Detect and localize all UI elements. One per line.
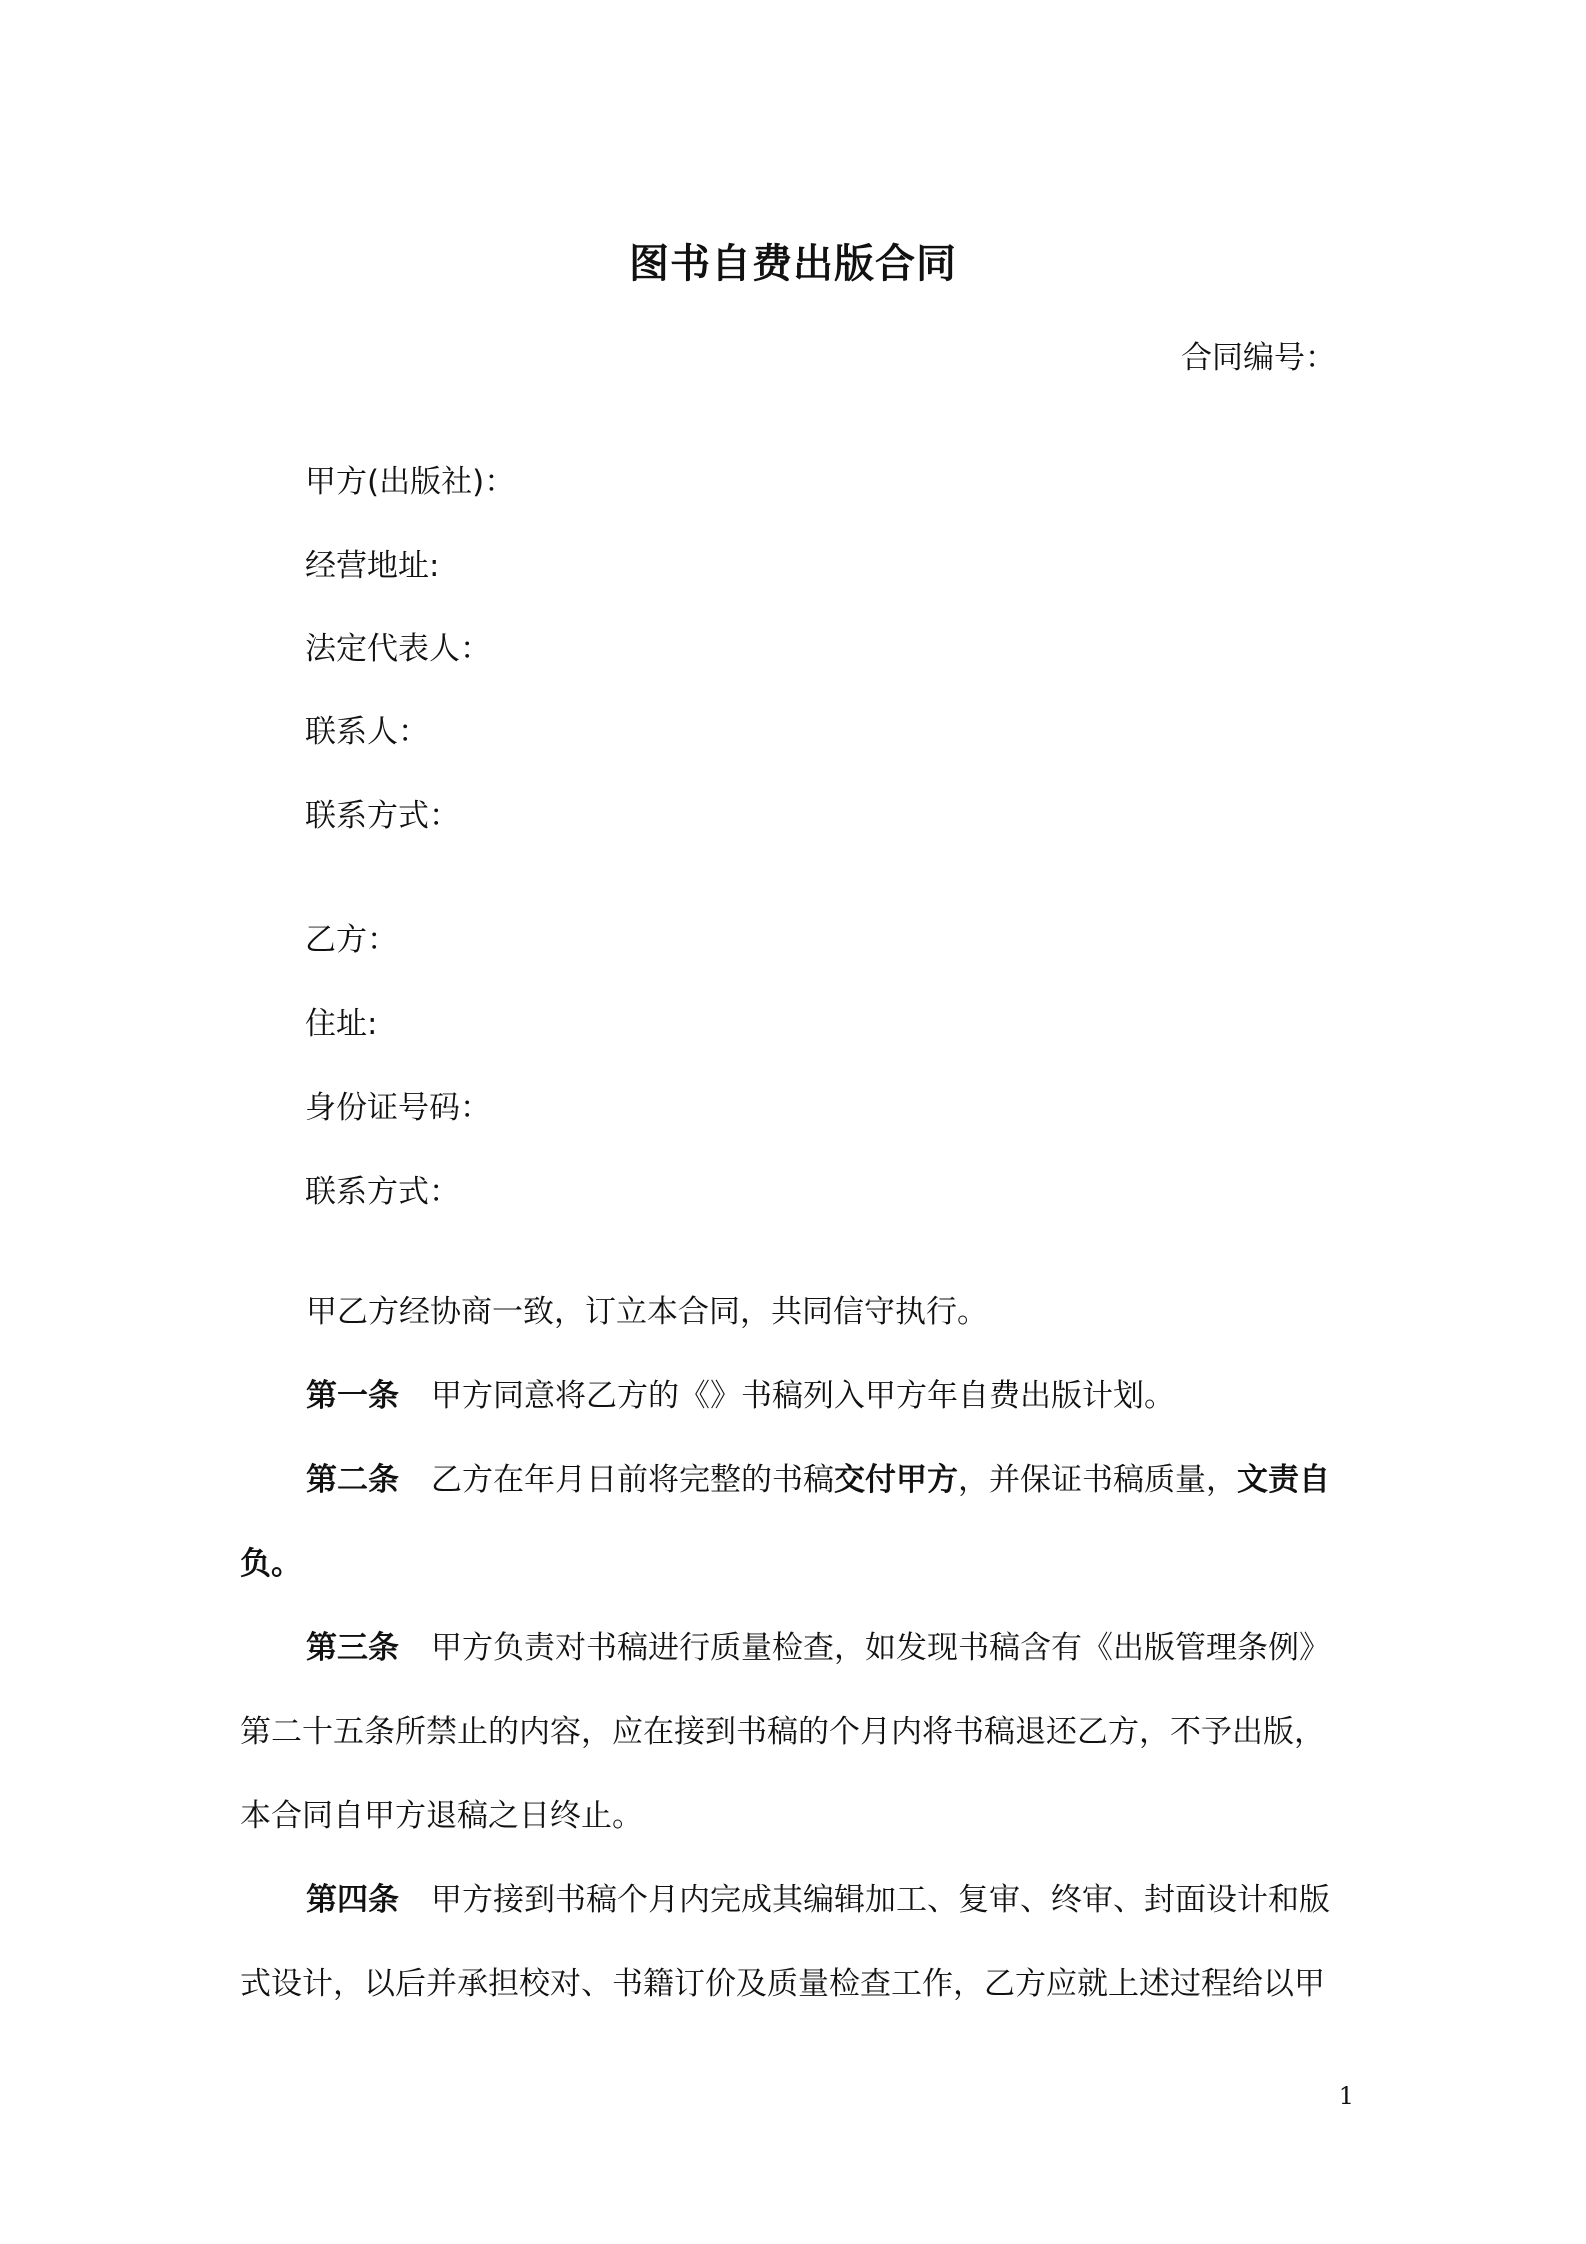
party-a-name-label: 甲方(出版社)： [305,464,516,500]
article-2-text-1: 乙方在年月日前将完整的书稿 [431,1462,834,1498]
article-4-label: 第四条 [306,1882,399,1918]
party-a-legal-rep-label: 法定代表人： [305,631,491,667]
article-1-text: 甲方同意将乙方的《》书稿列入甲方年自费出版计划。 [431,1378,1175,1414]
article-4-text: 甲方接到书稿个月内完成其编辑加工、复审、终审、封面设计和版式设计，以后并承担校对、书籍订价及质量检查工作，乙方应就上述过程给以甲 [240,1882,1330,2002]
party-b-contact-label: 联系方式： [305,1174,460,1210]
article-4 [240,1858,1355,2026]
contract-number-label: 合同编号： [1181,340,1336,376]
article-2 [240,1438,1355,1606]
article-2-bold-1: 交付甲方 [834,1462,958,1498]
party-b-address-label: 住址: [305,1006,378,1042]
article-1 [240,1354,1355,1438]
party-b-id-label: 身份证号码： [305,1090,491,1126]
article-3 [240,1606,1355,1858]
party-a-contact-label: 联系方式： [305,798,460,834]
article-2-bold-2: 文责自负。 [240,1462,1330,1582]
intro-paragraph [240,1270,1355,1354]
page-number: 1 [1338,2082,1354,2110]
party-a-contact-person-label: 联系人： [305,714,429,750]
article-2-label: 第二条 [306,1462,399,1498]
article-1-label: 第一条 [306,1378,399,1414]
party-a-address-label: 经营地址: [305,548,440,584]
party-b-name-label: 乙方： [305,922,398,958]
article-3-text: 甲方负责对书稿进行质量检查，如发现书稿含有《出版管理条例》第二十五条所禁止的内容，应在接到书稿的个月内将书稿退还乙方，不予出版，本合同自甲方退稿之日终止。 [240,1630,1330,1834]
document-title: 图书自费出版合同 [629,241,957,287]
intro-text: 甲乙方经协商一致，订立本合同，共同信守执行。 [306,1294,988,1330]
article-3-label: 第三条 [306,1630,399,1666]
article-2-text-2: ，并保证书稿质量， [958,1462,1237,1498]
